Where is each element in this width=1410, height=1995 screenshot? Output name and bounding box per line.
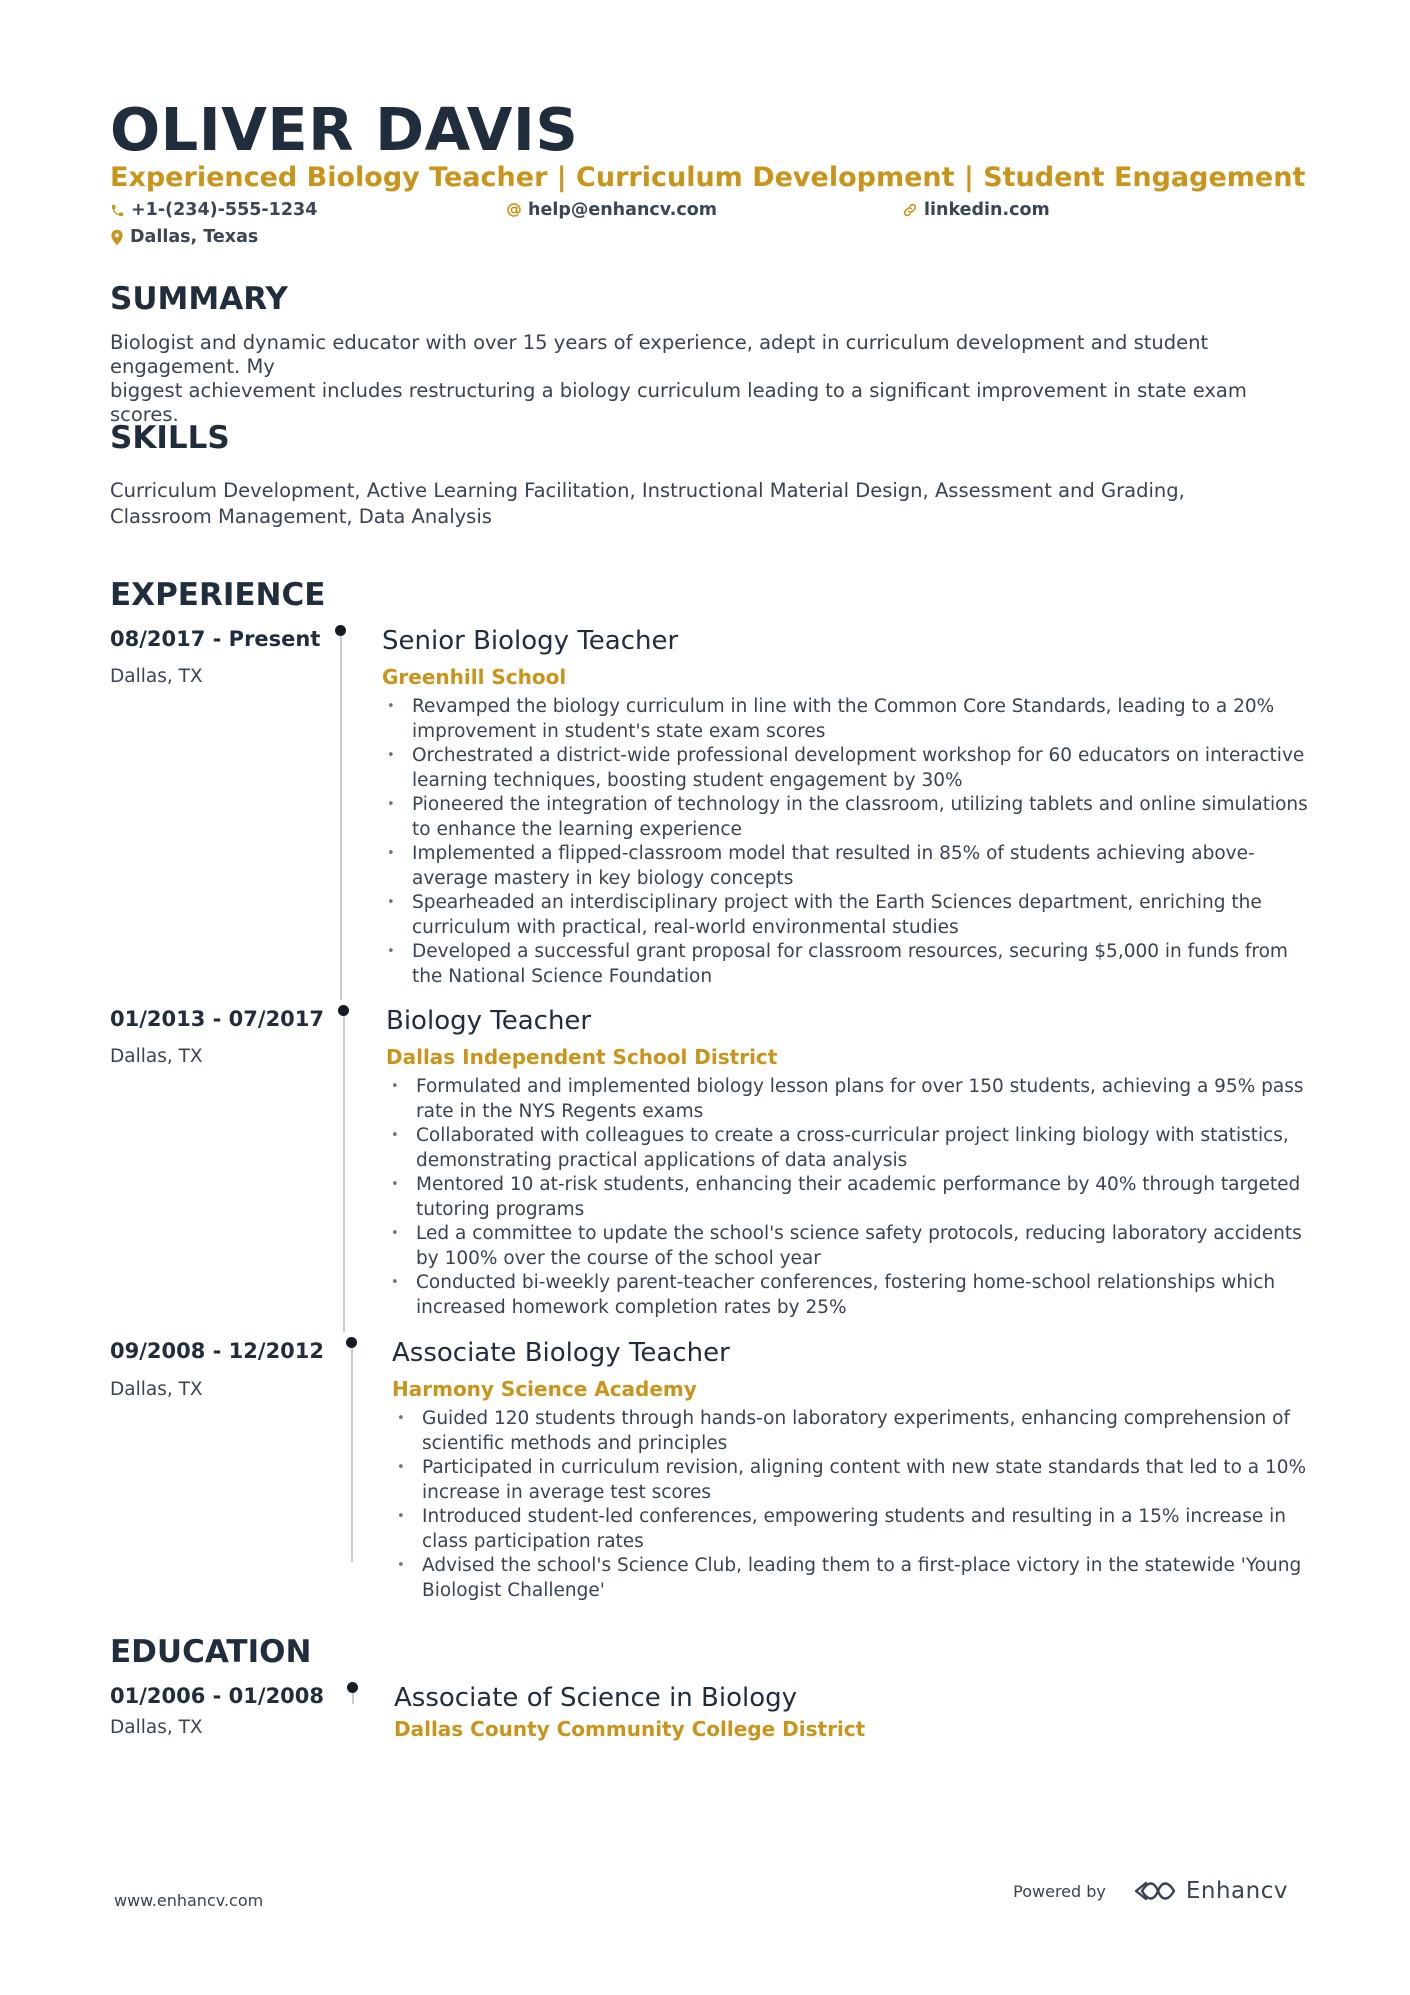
company-name: Dallas Independent School District: [386, 1045, 778, 1069]
job-location: Dallas, TX: [110, 666, 203, 687]
website-link[interactable]: linkedin.com: [924, 200, 1050, 220]
bullet-item: • Guided 120 students through hands-on laboratory experiments, enhancing comprehension of scientific methods and principles: [396, 1407, 1336, 1456]
job-dates: 09/2008 - 12/2012: [110, 1339, 325, 1363]
timeline-line: [343, 1016, 345, 1332]
job-title: Biology Teacher: [386, 1006, 592, 1036]
skills-heading: SKILLS: [110, 420, 230, 456]
education-location: Dallas, TX: [110, 1717, 203, 1738]
bullet-item: • Mentored 10 at-risk students, enhancing their academic performance by 40% through targeted tutoring programs: [390, 1173, 1330, 1222]
link-icon: [902, 202, 918, 218]
bullet-item: • Orchestrated a district-wide professional development workshop for 60 educators on interactive learning techniques, boosting student engagement by 30%: [386, 744, 1326, 793]
degree-title: Associate of Science in Biology: [394, 1683, 798, 1713]
contact-phone: [110, 198, 317, 222]
summary-line: Biologist and dynamic educator with over 15 years of experience, adept in curriculum development and student engagement. My: [110, 331, 1209, 378]
timeline-dot: [347, 1682, 358, 1693]
bullet-item: • Participated in curriculum revision, aligning content with new state standards that led to a 10% increase in average test scores: [396, 1456, 1336, 1505]
location-pin-icon: [110, 229, 124, 246]
bullet-item: • Spearheaded an interdisciplinary project with the Earth Sciences department, enriching the curriculum with practical, real-world environmental studies: [386, 891, 1326, 940]
timeline-line: [352, 1693, 354, 1704]
bullet-item: • Led a committee to update the school's science safety protocols, reducing laboratory accidents by 100% over the course of the school year: [390, 1222, 1330, 1271]
timeline-dot: [338, 1005, 349, 1016]
email-link[interactable]: help@enhancv.com: [528, 200, 718, 220]
bullet-item: • Revamped the biology curriculum in line with the Common Core Standards, leading to a 20% improvement in student's state exam scores: [386, 695, 1326, 744]
school-name: Dallas County Community College District: [394, 1717, 866, 1741]
footer-website[interactable]: www.enhancv.com: [114, 1891, 264, 1910]
company-name: Harmony Science Academy: [392, 1377, 697, 1401]
company-name: Greenhill School: [382, 665, 567, 689]
bullet-item: • Pioneered the integration of technology in the classroom, utilizing tablets and online simulations to enhance the learning experience: [386, 793, 1326, 842]
bullet-item: • Conducted bi-weekly parent-teacher conferences, fostering home-school relationships which increased homework completion rates by 25%: [390, 1271, 1330, 1320]
bullet-item: • Implemented a flipped-classroom model that resulted in 85% of students achieving above- average mastery in key biology concepts: [386, 842, 1326, 891]
bullet-item: • Introduced student-led conferences, empowering students and resulting in a 15% increase in class participation rates: [396, 1505, 1336, 1554]
candidate-name: OLIVER DAVIS: [110, 95, 579, 164]
timeline-dot: [346, 1337, 357, 1348]
job-dates: 08/2017 - Present: [110, 627, 321, 651]
education-heading: EDUCATION: [110, 1634, 312, 1670]
location-text: Dallas, Texas: [130, 227, 259, 247]
job-dates: 01/2013 - 07/2017: [110, 1007, 325, 1031]
contact-website[interactable]: [902, 198, 1050, 222]
timeline-dot: [335, 625, 346, 636]
job-location: Dallas, TX: [110, 1046, 203, 1067]
bullet-item: • Collaborated with colleagues to create a cross-curricular project linking biology with statistics, demonstrating practical applications of data analysis: [390, 1124, 1330, 1173]
experience-heading: EXPERIENCE: [110, 577, 326, 613]
at-icon: [506, 202, 522, 218]
summary-heading: SUMMARY: [110, 281, 288, 317]
bullet-item: • Advised the school's Science Club, leading them to a first-place victory in the statewide 'Young Biologist Challenge': [396, 1554, 1336, 1603]
job-title: Senior Biology Teacher: [382, 626, 679, 656]
enhancv-brand[interactable]: Enhancv: [1185, 1878, 1288, 1904]
powered-by-label: Powered by: [1013, 1881, 1106, 1901]
job-bullets: [396, 1407, 1336, 1603]
skills-line: Classroom Management, Data Analysis: [110, 505, 492, 528]
job-bullets: [386, 695, 1326, 989]
phone-text: +1-(234)-555-1234: [131, 200, 318, 220]
bullet-item: • Developed a successful grant proposal for classroom resources, securing $5,000 in funds from the National Science Foundation: [386, 940, 1326, 989]
summary-text: [110, 331, 1310, 427]
contact-location: [110, 225, 258, 249]
job-title: Associate Biology Teacher: [392, 1338, 730, 1368]
timeline-line: [351, 1348, 353, 1562]
bullet-item: • Formulated and implemented biology lesson plans for over 150 students, achieving a 95% pass rate in the NYS Regents exams: [390, 1075, 1330, 1124]
timeline-line: [340, 636, 342, 1000]
headline: Experienced Biology Teacher | Curriculum Development | Student Engagement: [110, 162, 1306, 193]
contact-email[interactable]: [506, 198, 717, 222]
phone-icon: [110, 203, 125, 218]
summary-line: biggest achievement includes restructuring a biology curriculum leading to a significant improvement in state exam scores.: [110, 379, 1247, 426]
skills-text: [110, 478, 1310, 530]
job-bullets: [390, 1075, 1330, 1320]
skills-line: Curriculum Development, Active Learning Facilitation, Instructional Material Design, Assessment and Grading,: [110, 479, 1185, 502]
education-dates: 01/2006 - 01/2008: [110, 1684, 325, 1708]
job-location: Dallas, TX: [110, 1379, 203, 1400]
footer-branding: [1013, 1878, 1288, 1904]
enhancv-logo-icon: [1132, 1879, 1178, 1903]
